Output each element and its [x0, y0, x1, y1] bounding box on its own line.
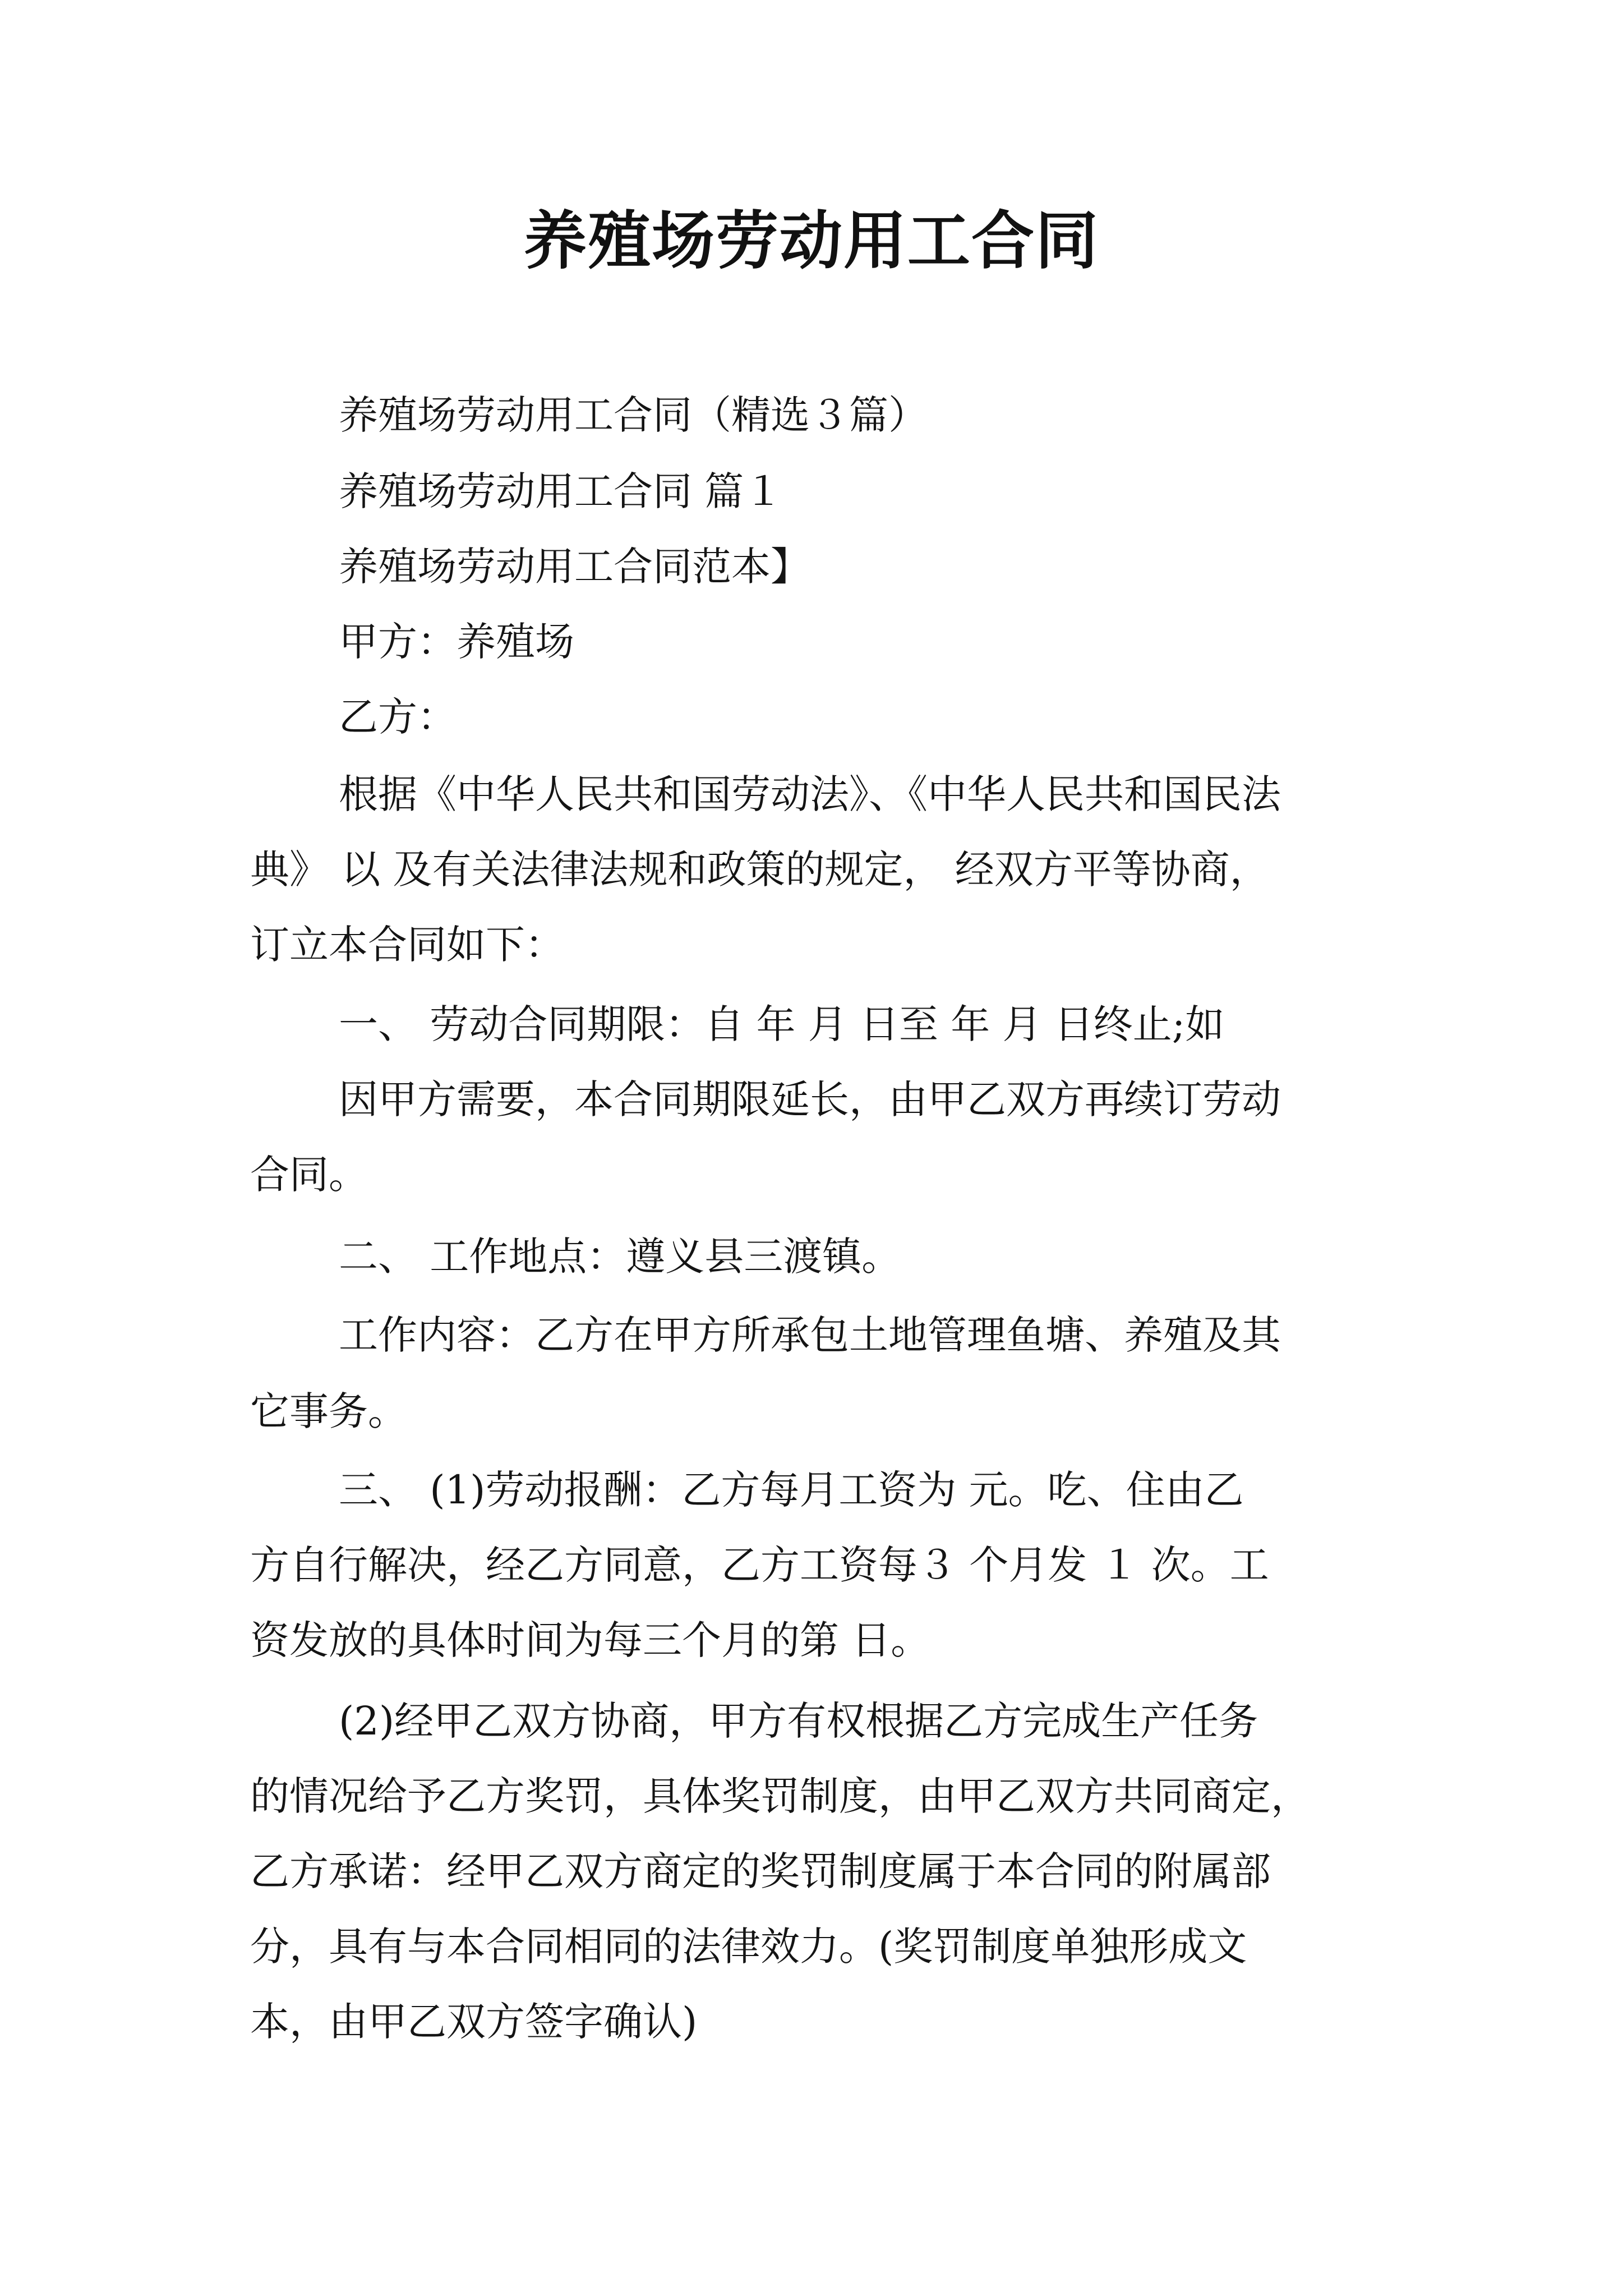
text-line: 根据《中华人民共和国劳动法》、《中华人民共和国民法 [339, 771, 1281, 817]
text-line: 养殖场劳动用工合同范本】 [339, 544, 810, 590]
text-line: 乙方承诺：经甲乙双方商定的奖罚制度属于本合同的附属部 [250, 1848, 1271, 1894]
text-line: 方自行解决，经乙方同意，乙方工资每３ 个月发 １ 次。工 [250, 1542, 1269, 1588]
text-line: 一、 劳动合同期限：自 年 月 日至 年 月 日终止;如 [339, 1001, 1225, 1047]
text-line: 甲方：养殖场 [339, 619, 574, 665]
text-line: 三、 (1)劳动报酬：乙方每月工资为 元。吃、住由乙 [339, 1467, 1244, 1513]
text-line: 本，由甲乙双方签字确认) [250, 1999, 698, 2045]
text-line: (2)经甲乙双方协商，甲方有权根据乙方完成生产任务 [339, 1698, 1258, 1744]
text-line: 养殖场劳动用工合同（精选３篇） [339, 392, 928, 438]
text-line: 资发放的具体时间为每三个月的第 日。 [250, 1617, 930, 1663]
text-line: 的情况给予乙方奖罚，具体奖罚制度，由甲乙双方共同商定， [250, 1773, 1310, 1819]
document-title: 养殖场劳动用工合同 [524, 204, 1099, 278]
text-line: 典》 以 及有关法律法规和政策的规定， 经双方平等协商， [250, 846, 1269, 892]
text-line: 二、 工作地点：遵义县三渡镇。 [339, 1234, 901, 1280]
text-line: 订立本合同如下： [250, 922, 564, 968]
text-line: 合同。 [250, 1152, 368, 1198]
text-line: 它事务。 [250, 1388, 407, 1434]
text-line: 养殖场劳动用工合同 篇１ [339, 468, 783, 514]
text-line: 因甲方需要，本合同期限延长，由甲乙双方再续订劳动 [339, 1076, 1281, 1122]
text-line: 分，具有与本合同相同的法律效力。(奖罚制度单独形成文 [250, 1924, 1247, 1970]
text-line: 工作内容：乙方在甲方所承包土地管理鱼塘、养殖及其 [339, 1312, 1281, 1358]
text-line: 乙方： [339, 694, 457, 740]
